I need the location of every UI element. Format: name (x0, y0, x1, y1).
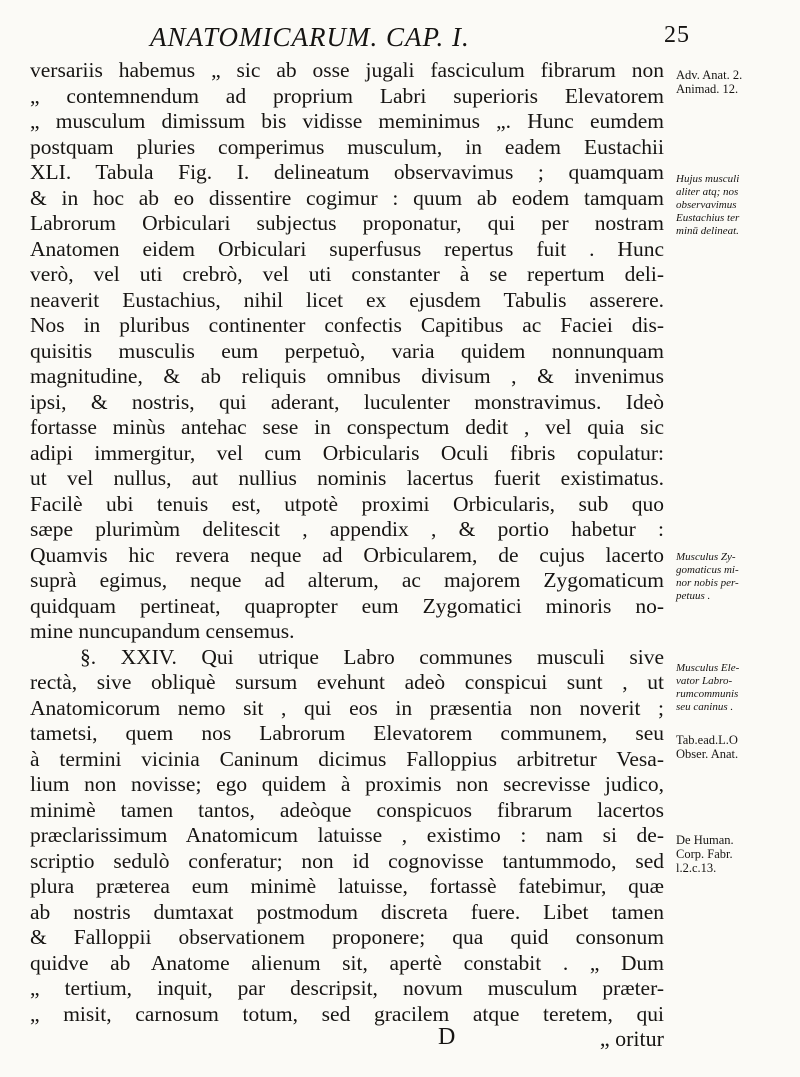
margin-note-line: seu caninus . (676, 701, 734, 713)
text-line: & Falloppii observationem proponere; qua quid consonum (30, 925, 664, 949)
margin-note-line: Adv. Anat. 2. (676, 68, 743, 82)
text-line: magnitudine, & ab reliquis omnibus divisum , & invenimus (30, 364, 664, 388)
margin-note-line: Corp. Fabr. (676, 847, 733, 861)
text-line: quisitis musculis eum perpetuò, varia quidem nonnunquam (30, 338, 664, 363)
text-line: Anatomicorum nemo sit , qui eos in præsentia non noverit ; (30, 695, 664, 720)
margin-note (676, 733, 798, 761)
margin-note-line: De Human. (676, 833, 734, 847)
text-line: „ musculum dimissum bis vidisse meminimus „. Hunc eumdem (30, 109, 664, 133)
text-line: mine nuncupandum censemus. (30, 619, 295, 643)
margin-note-line: Obser. Anat. (676, 747, 739, 761)
text-line: adipi immergitur, vel cum Orbicularis Oculi fibris copulatur: (30, 440, 664, 465)
text-line: Quamvis hic revera neque ad Orbicularem, de cujus lacerto (30, 542, 664, 567)
margin-note-line: observavimus (676, 199, 737, 211)
text-line: verò, vel uti crebrò, vel uti constanter à se repertum deli- (30, 262, 664, 286)
text-line: Facilè ubi tenuis est, utpotè proximi Orbicularis, sub quo (30, 491, 664, 516)
text-line: Anatomen eidem Orbiculari superfusus repertus fuit . Hunc (30, 236, 664, 261)
margin-note-line: minū delineat. (676, 225, 739, 237)
text-line: ipsi, & nostris, qui aderant, luculenter monstravimus. Ideò (30, 389, 664, 414)
text-line: versariis habemus „ sic ab osse jugali fasciculum fibrarum non (30, 58, 664, 82)
text-line: Labrorum Orbiculari subjectus proponatur, qui per nostram (30, 211, 664, 235)
text-line: à termini vicinia Caninum dicimus Falloppius arbitretur Vesa- (30, 746, 664, 771)
signature-mark: D (438, 1024, 456, 1050)
text-line: „ contemnendum ad proprium Labri superioris Elevatorem (30, 83, 664, 108)
text-line: „ misit, carnosum totum, sed gracilem atque teretem, qui (30, 1001, 664, 1026)
text-line: ut vel nullus, aut nullius nominis lacertus fuerit existimatus. (30, 466, 664, 490)
margin-note-line: vator Labro- (676, 675, 733, 687)
margin-note (676, 173, 798, 238)
catchline (150, 1024, 664, 1054)
running-header (150, 14, 690, 54)
text-line: præclarissimum Anatomicum latuisse , existimo : nam si de- (30, 823, 664, 847)
margin-note-line: Eustachius ter (676, 212, 740, 224)
text-line: postquam pluries comperimus musculum, in eadem Eustachii (30, 134, 664, 159)
margin-note-line: Musculus Ele- (676, 662, 740, 674)
margin-note (676, 68, 798, 96)
page-number: 25 (664, 22, 690, 48)
text-line: suprà egimus, neque ad alterum, ac majorem Zygomaticum (30, 568, 664, 592)
margin-note-line: gomaticus mi- (676, 564, 739, 576)
text-line: quidquam pertineat, quapropter eum Zygomatici minoris no- (30, 593, 664, 618)
margin-note-line: Musculus Zy- (676, 551, 736, 563)
text-line: tametsi, quem nos Labrorum Elevatorem communem, seu (30, 721, 664, 745)
text-line: plura præterea eum minimè latuisse, fortassè fatebimur, quæ (30, 874, 664, 898)
text-line: neaverit Eustachius, nihil licet ex ejusdem Tabulis asserere. (30, 287, 664, 312)
margin-note-line: aliter atq; nos (676, 186, 739, 198)
margin-note-line: rumcommunis (676, 688, 739, 700)
margin-note (676, 662, 798, 714)
margin-note-line: Hujus musculi (676, 173, 740, 185)
text-line: lium non novisse; ego quidem à proximis non secrevisse judico, (30, 772, 664, 796)
section-heading-line: §. XXIV. Qui utrique Labro communes musculi sive (80, 644, 664, 669)
text-line: quidve ab Anatome alienum sit, apertè constabit . „ Dum (30, 950, 664, 975)
text-line: „ tertium, inquit, par descripsit, novum musculum præter- (30, 976, 664, 1000)
margin-note-line: Animad. 12. (676, 82, 739, 96)
margin-note-line: nor nobis per- (676, 577, 739, 589)
text-line: & in hoc ab eo dissentire cogimur : quum ab eodem tamquam (30, 185, 664, 210)
text-line: Nos in pluribus continenter confectis Capitibus ac Faciei dis- (30, 313, 664, 337)
text-line: scriptio sedulò conferatur; non id cognovisse tantummodo, sed (30, 848, 664, 873)
margin-note-line: Tab.ead.L.O (676, 733, 738, 747)
text-line: rectà, sive obliquè sursum evehunt adeò conspicui sunt , ut (30, 670, 664, 694)
text-line: ab nostris dumtaxat postmodum discreta fuere. Libet tamen (30, 899, 664, 924)
running-title: ANATOMICARUM. CAP. I. (150, 22, 470, 52)
margin-note-line: l.2.c.13. (676, 861, 717, 875)
margin-note (676, 833, 798, 875)
text-line: fortasse minùs antehac sese in conspectum dedit , vel quia sic (30, 415, 664, 439)
text-line: sæpe plurimùm delitescit , appendix , & portio habetur : (30, 517, 664, 541)
margin-note (676, 551, 798, 603)
body-text (30, 58, 664, 1027)
catchword: „ oritur (599, 1026, 664, 1051)
text-line: XLI. Tabula Fig. I. delineatum observavimus ; quamquam (30, 160, 664, 184)
margin-note-line: petuus . (676, 590, 711, 602)
text-line: minimè tamen tantos, adeòque conspicuos fibrarum lacertos (30, 797, 664, 822)
